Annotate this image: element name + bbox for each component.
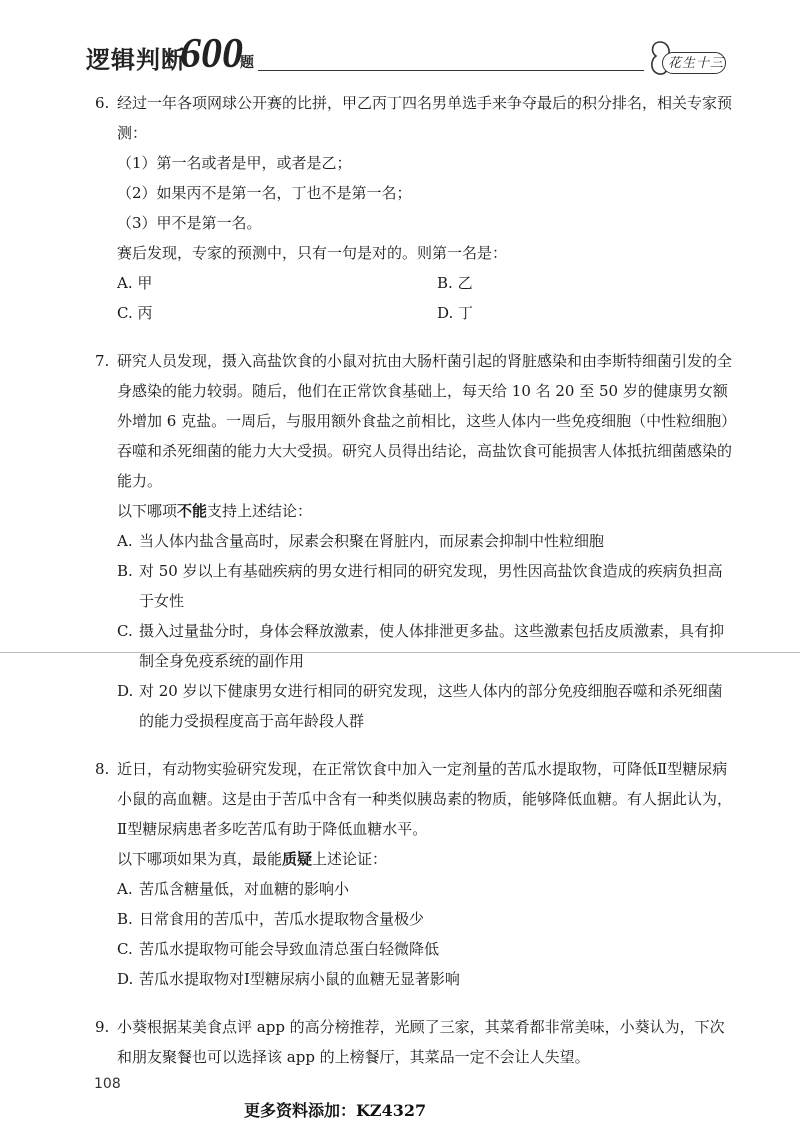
- question-ask: 以下哪项不能支持上述结论：: [117, 502, 313, 520]
- option-c: C. 丙: [117, 304, 153, 322]
- option-b: B. 对 50 岁以上有基础疾病的男女进行相同的研究发现，男性因高盐饮食造成的疾病负担高于女性: [117, 562, 723, 610]
- question-number: 9.: [95, 1018, 110, 1036]
- question-7: [95, 346, 735, 736]
- question-9: [95, 1012, 735, 1072]
- question-number: 6.: [95, 94, 110, 112]
- page-number: 108: [94, 1076, 121, 1092]
- option-a: A. 苦瓜含糖量低，对血糖的影响小: [117, 880, 350, 898]
- option-d: D. 苦瓜水提取物对Ⅰ型糖尿病小鼠的血糖无显著影响: [117, 970, 460, 988]
- page-header: [0, 0, 800, 82]
- emphasis-text: 质疑: [282, 850, 313, 868]
- book-title: 逻辑判断: [86, 46, 186, 74]
- premise-3: （3）甲不是第一名。: [117, 214, 262, 232]
- option-b: B. 日常食用的苦瓜中，苦瓜水提取物含量极少: [117, 910, 425, 928]
- brand-logo: [646, 40, 726, 74]
- question-stem: 近日，有动物实验研究发现，在正常饮食中加入一定剂量的苦瓜水提取物，可降低Ⅱ型糖尿病小鼠的高血糖。这是由于苦瓜中含有一种类似胰岛素的物质，能够降低血糖。有人据此认为，Ⅱ型糖尿病患者多吃苦瓜有助于降低血糖水平。: [117, 760, 733, 838]
- option-b: B. 乙: [437, 274, 473, 292]
- header-rule: [258, 70, 644, 71]
- footer-note: 更多资料添加：KZ4327: [244, 1101, 427, 1120]
- question-stem: 研究人员发现，摄入高盐饮食的小鼠对抗由大肠杆菌引起的肾脏感染和由李斯特细菌引发的全身感染的能力较弱。随后，他们在正常饮食基础上，每天给 10 名 20 至 50 岁的健康男女额外增加 6 克盐。一周后，与服用额外食盐之前相比，这些人体内一些免疫细胞（中性粒细胞）吞噬和杀死细菌的能力大大受损。研究人员得出结论，高盐饮食可能损害人体抵抗细菌感染的能力。: [117, 352, 733, 490]
- premise-2: （2）如果丙不是第一名，丁也不是第一名；: [117, 184, 412, 202]
- question-stem: 小葵根据某美食点评 app 的高分榜推荐，光顾了三家，其菜肴都非常美味，小葵认为，下次和朋友聚餐也可以选择该 app 的上榜餐厅，其菜品一定不会让人失望。: [117, 1018, 725, 1066]
- option-a: A. 当人体内盐含量高时，尿素会积聚在肾脏内，而尿素会抑制中性粒细胞: [117, 532, 605, 550]
- emphasis-text: 不能: [177, 502, 208, 520]
- question-6: [95, 88, 735, 328]
- option-d: D. 丁: [437, 304, 474, 322]
- question-ask: 赛后发现，专家的预测中，只有一句是对的。则第一名是：: [117, 244, 508, 262]
- option-c: C. 摄入过量盐分时，身体会释放激素，使人体排泄更多盐。这些激素包括皮质激素，具有抑制全身免疫系统的副作用: [117, 622, 725, 670]
- premise-1: （1）第一名或者是甲，或者是乙；: [117, 154, 352, 172]
- option-a: A. 甲: [117, 274, 153, 292]
- option-d: D. 对 20 岁以下健康男女进行相同的研究发现，这些人体内的部分免疫细胞吞噬和杀死细菌的能力受损程度高于高年龄段人群: [117, 682, 723, 730]
- option-c: C. 苦瓜水提取物可能会导致血清总蛋白轻微降低: [117, 940, 440, 958]
- book-title-unit: 题: [240, 55, 254, 71]
- book-title-number: 600: [180, 31, 243, 77]
- brand-text: 花生十三: [668, 56, 725, 71]
- question-stem: 经过一年各项网球公开赛的比拼，甲乙丙丁四名男单选手来争夺最后的积分排名，相关专家预测：: [117, 94, 733, 142]
- question-number: 8.: [95, 760, 110, 778]
- question-ask: 以下哪项如果为真，最能质疑上述论证：: [117, 850, 388, 868]
- question-8: [95, 754, 735, 994]
- question-list: [95, 88, 735, 1072]
- question-number: 7.: [95, 352, 110, 370]
- option-grid: [117, 268, 735, 328]
